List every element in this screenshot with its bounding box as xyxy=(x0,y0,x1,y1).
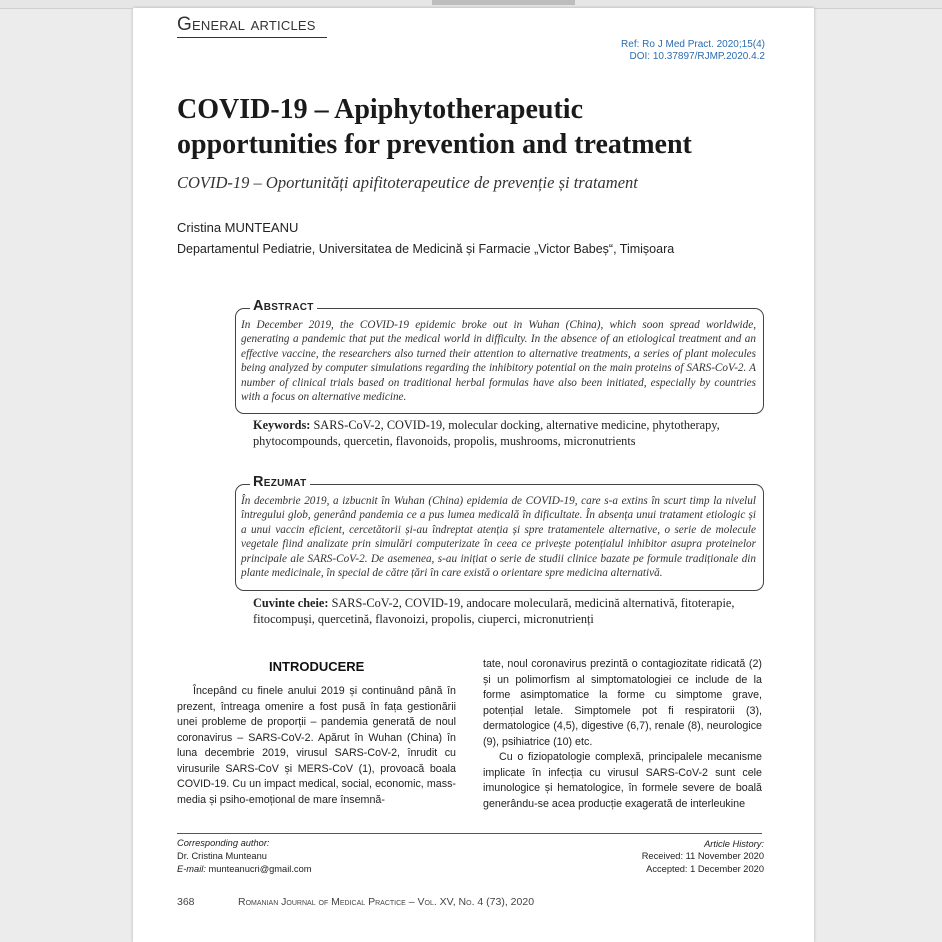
author-name: Cristina MUNTEANU xyxy=(177,220,299,235)
article-history-label: Article History: xyxy=(704,839,764,849)
keywords xyxy=(253,418,751,449)
section-heading: General articles xyxy=(177,14,327,38)
title-line-1: COVID-19 – Apiphytotherapeutic xyxy=(177,94,584,125)
intro-paragraph: Cu o fiziopatologie complexă, principalele mecanisme implicate în infecția cu virusul SARS-CoV-2 sunt cele imunologice și hematologice, în formele severe de boală generându-se acea producție exagerată de interleukine xyxy=(483,751,762,810)
pdf-page xyxy=(133,8,814,942)
correspondence-block xyxy=(177,837,312,875)
abstract-label: Abstract xyxy=(250,298,317,314)
article-history-block xyxy=(593,838,764,875)
intro-paragraph: Începând cu finele anului 2019 și continuând până în prezent, întreaga omenire a fost pusă în fața gestionării unei probleme de proporții – pandemia generată de noul coronavirus – SARS-CoV-2. Apărut în Wuhan (China) în luna decembrie 2019, virusul SARS-CoV-2, înrudit cu virusurile SARS-CoV și MERS-CoV (1), provoacă boala COVID-19. Cu un impact medical, social, economic, mass-media și psiho-emoțional de mare însemnă- xyxy=(177,685,456,806)
intro-column-right xyxy=(483,657,762,812)
intro-paragraph: tate, noul coronavirus prezintă o contagiozitate ridicată (2) și un polimorfism al simptomatologiei ce include de la forme asimptomatice la forme cu simptome grave, potențial letale. Simptomele pot fi respiratorii (3), dermatologice (4,5), digestive (6,7), renale (8), neurologice (9), psihiatrice (10) etc. xyxy=(483,658,762,748)
doi-link[interactable]: DOI: 10.37897/RJMP.2020.4.2 xyxy=(629,51,765,62)
accepted-date: Accepted: 1 December 2020 xyxy=(646,863,764,874)
corresponding-author-label: Corresponding author: xyxy=(177,838,270,848)
cuvinte-cheie-list: SARS-CoV-2, COVID-19, andocare moleculară, medicină alternativă, fitoterapie, fitocompuși, quercetină, flavonoizi, propolis, ciuperci, micronutrienți xyxy=(253,596,735,626)
keywords-list: SARS-CoV-2, COVID-19, molecular docking, alternative medicine, phytotherapy, phytocompounds, quercetin, flavonoids, propolis, mushrooms, micronutrients xyxy=(253,418,720,448)
journal-footer: Romanian Journal of Medical Practice – Vol. XV, No. 4 (73), 2020 xyxy=(238,896,535,908)
article-title xyxy=(177,92,737,162)
keywords-label: Keywords: xyxy=(253,418,311,432)
reference-line: Ref: Ro J Med Pract. 2020;15(4) xyxy=(621,39,765,50)
page-number: 368 xyxy=(177,896,195,908)
citation-block xyxy=(533,39,765,63)
horizontal-scrollbar-thumb[interactable] xyxy=(432,0,575,5)
author-affiliation: Departamentul Pediatrie, Universitatea de Medicină și Farmacie „Victor Babeș“, Timișoara xyxy=(177,242,675,256)
email-label: E-mail: xyxy=(177,863,206,874)
email-line xyxy=(177,863,312,876)
title-line-2: opportunities for prevention and treatment xyxy=(177,129,692,160)
rezumat-label: Rezumat xyxy=(250,474,310,490)
received-date: Received: 11 November 2020 xyxy=(641,851,764,862)
cuvinte-cheie-label: Cuvinte cheie: xyxy=(253,596,329,610)
cuvinte-cheie xyxy=(253,596,751,627)
corresponding-author-name: Dr. Cristina Munteanu xyxy=(177,850,267,861)
introduction-heading: INTRODUCERE xyxy=(269,659,365,674)
abstract-text: In December 2019, the COVID-19 epidemic broke out in Wuhan (China), which soon spread worldwide, generating a pandemic that put the medical world in difficulty. In the absence of an etiological treatment and an effective vaccine, the researchers also turned their attention to alternative treatments, a series of plant molecules being analyzed by computer simulations regarding the inhibitory potential on the main proteins of SARS-CoV-2. A number of clinical trials based on traditional herbal formulas have also been initiated, especially by countries with a focus on alternative medicine. xyxy=(241,319,756,404)
email-link[interactable]: munteanucri@gmail.com xyxy=(208,863,312,874)
intro-column-left xyxy=(177,684,456,808)
footer-divider xyxy=(177,833,762,834)
article-subtitle: COVID-19 – Oportunități apifitoterapeutice de prevenție și tratament xyxy=(177,173,638,192)
rezumat-text: În decembrie 2019, a izbucnit în Wuhan (China) epidemia de COVID-19, care s-a extins în scurt timp la nivelul întregului glob, generând pandemia ce a pus lumea medicală în dificultate. În absența unui tratament etiologic și a unui vaccin eficient, cercetătorii și-au îndreptat atenția și spre tratamentele alternative, o serie de molecule vegetale fiind analizate prin simulări computerizate în ceea ce privește potențialul inhibitor asupra proteinelor principale ale SARS-CoV-2. De asemenea, s-au inițiat o serie de studii clinice bazate pe formule tradiționale din plante medicinale, în special de către țări în care există o orientare spre medicina alternativă. xyxy=(241,495,756,580)
